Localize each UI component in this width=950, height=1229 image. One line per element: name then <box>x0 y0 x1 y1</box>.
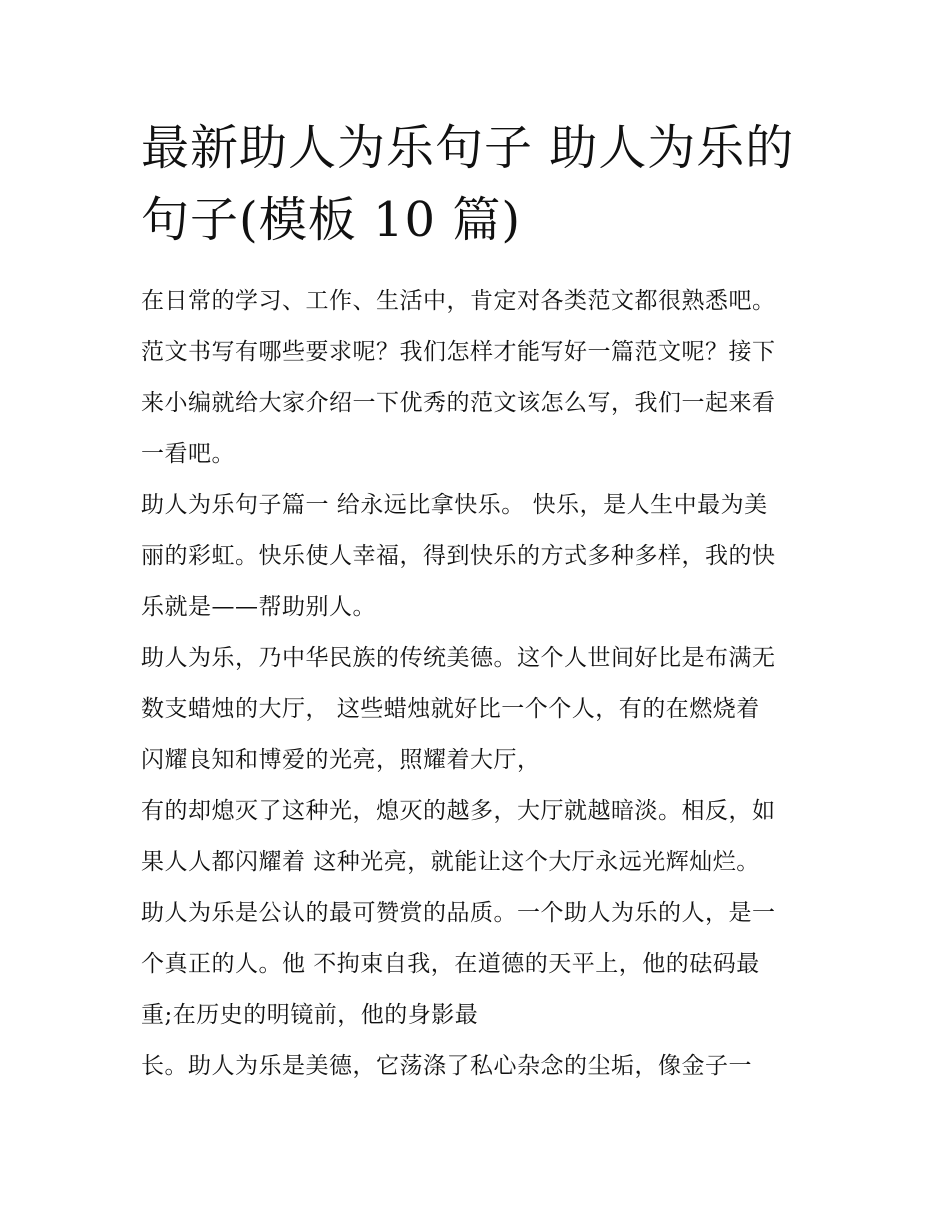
body-line: 果人人都闪耀着 这种光亮，就能让这个大厅永远光辉灿烂。 <box>141 849 760 875</box>
body-line: 在日常的学习、工作、生活中，肯定对各类范文都很熟悉吧。 <box>141 288 776 314</box>
title-line-1: 最新助人为乐句子 助人为乐的 <box>141 120 795 176</box>
body-line: 乐就是——帮助别人。 <box>141 594 376 620</box>
body-line: 数支蜡烛的大厅， 这些蜡烛就好比一个个人，有的在燃烧着 <box>141 696 760 722</box>
body-line: 长。助人为乐是美德，它荡涤了私心杂念的尘垢，像金子一 <box>141 1053 752 1079</box>
body-line: 来小编就给大家介绍一下优秀的范文该怎么写，我们一起来看 <box>141 390 776 416</box>
body-line: 助人为乐句子篇一 给永远比拿快乐。 快乐，是人生中最为美 <box>141 492 768 518</box>
body-line: 闪耀良知和博爱的光亮，照耀着大厅， <box>141 747 541 773</box>
body-line: 一看吧。 <box>141 441 235 467</box>
document-title <box>141 112 821 256</box>
body-line: 助人为乐是公认的最可赞赏的品质。一个助人为乐的人，是一 <box>141 900 776 926</box>
body-line: 丽的彩虹。快乐使人幸福，得到快乐的方式多种多样，我的快 <box>141 543 776 569</box>
document-body <box>141 276 831 1092</box>
body-line: 范文书写有哪些要求呢？我们怎样才能写好一篇范文呢？接下 <box>141 339 776 365</box>
body-line: 有的却熄灭了这种光，熄灭的越多，大厅就越暗淡。相反，如 <box>141 798 776 824</box>
body-line: 个真正的人。他 不拘束自我，在道德的天平上，他的砝码最 <box>141 951 760 977</box>
title-line-2: 句子(模板 10 篇) <box>141 192 522 248</box>
body-line: 重;在历史的明镜前，他的身影最 <box>141 1002 479 1028</box>
body-line: 助人为乐，乃中华民族的传统美德。这个人世间好比是布满无 <box>141 645 776 671</box>
